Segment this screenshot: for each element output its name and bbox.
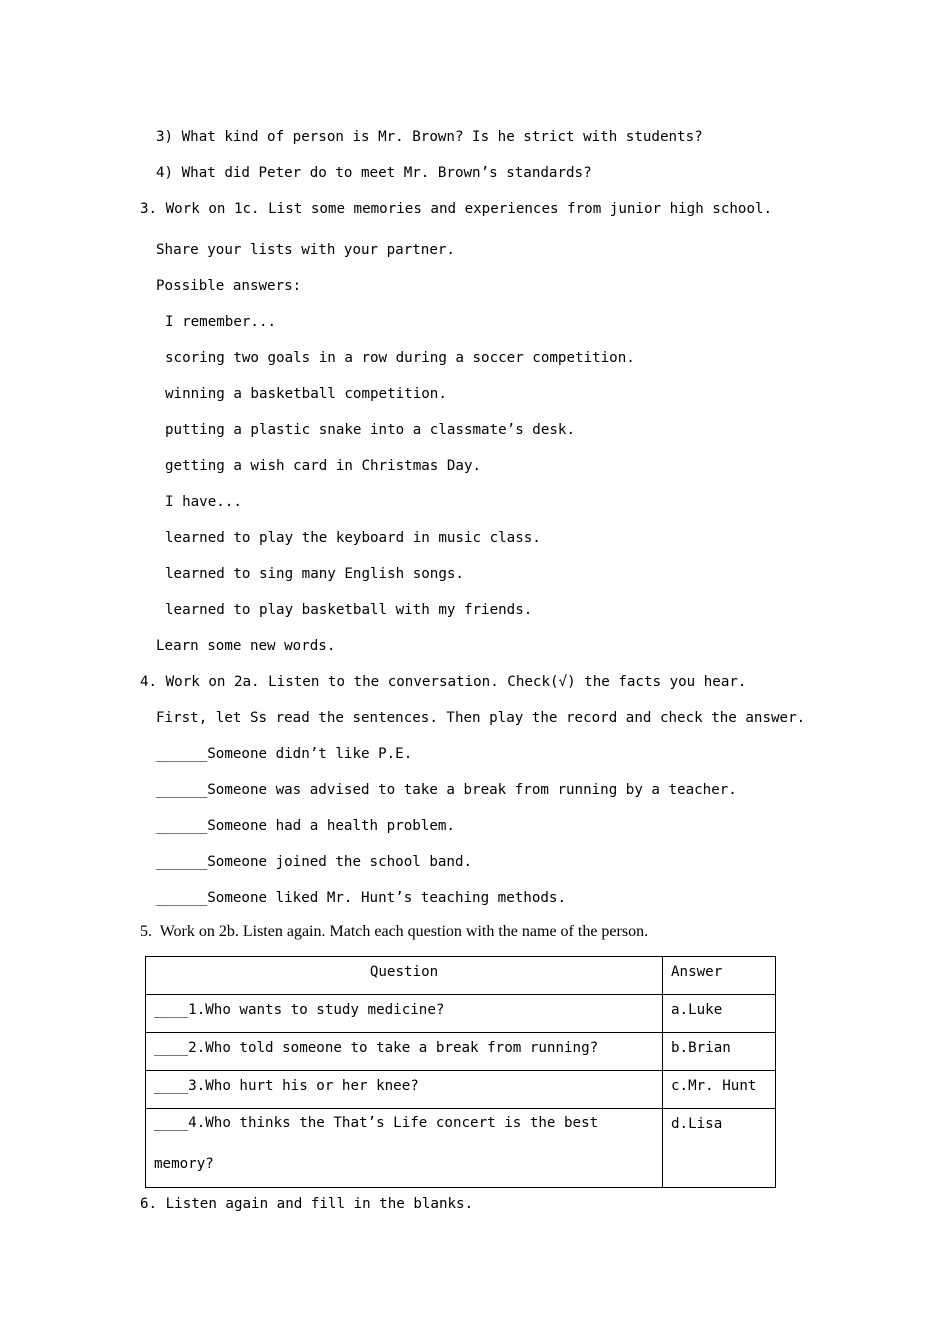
question-header: Question xyxy=(146,957,663,995)
have-item: learned to play basketball with my friends. xyxy=(165,602,533,618)
fact-item: ______Someone was advised to take a break from running by a teacher. xyxy=(156,782,737,798)
answer-cell: a.Luke xyxy=(663,995,776,1033)
answer-header: Answer xyxy=(663,957,776,995)
table-header-row xyxy=(146,957,776,995)
remember-item: getting a wish card in Christmas Day. xyxy=(165,458,482,474)
fact-item: ______Someone liked Mr. Hunt’s teaching methods. xyxy=(156,890,566,906)
fact-item: ______Someone joined the school band. xyxy=(156,854,473,870)
remember-item: putting a plastic snake into a classmate’s desk. xyxy=(165,422,575,438)
question-cell: ____2.Who told someone to take a break from running? xyxy=(146,1033,663,1071)
answer-cell: b.Brian xyxy=(663,1033,776,1071)
question-3: 3) What kind of person is Mr. Brown? Is he strict with students? xyxy=(156,129,703,145)
question-cell: ____1.Who wants to study medicine? xyxy=(146,995,663,1033)
share-instruction: Share your lists with your partner. xyxy=(156,242,455,258)
have-intro: I have... xyxy=(165,494,242,510)
possible-answers-label: Possible answers: xyxy=(156,278,302,294)
remember-item: scoring two goals in a row during a soccer competition. xyxy=(165,350,635,366)
section-5-title: 5. Work on 2b. Listen again. Match each question with the name of the person. xyxy=(140,923,649,940)
table-row xyxy=(146,1033,776,1071)
have-item: learned to play the keyboard in music class. xyxy=(165,530,541,546)
answer-cell: c.Mr. Hunt xyxy=(663,1071,776,1109)
answer-cell: d.Lisa xyxy=(663,1109,776,1188)
section-3-title: 3. Work on 1c. List some memories and experiences from junior high school. xyxy=(140,201,773,217)
question-4: 4) What did Peter do to meet Mr. Brown’s standards? xyxy=(156,165,592,181)
fact-item: ______Someone had a health problem. xyxy=(156,818,455,834)
matching-table xyxy=(145,956,776,1188)
remember-intro: I remember... xyxy=(165,314,277,330)
table-row xyxy=(146,1109,776,1188)
section-6-title: 6. Listen again and fill in the blanks. xyxy=(140,1196,474,1212)
question-cell: ____3.Who hurt his or her knee? xyxy=(146,1071,663,1109)
have-item: learned to sing many English songs. xyxy=(165,566,464,582)
fact-item: ______Someone didn’t like P.E. xyxy=(156,746,413,762)
section-4-title: 4. Work on 2a. Listen to the conversation. Check(√) the facts you hear. xyxy=(140,674,747,690)
question-cell xyxy=(146,1109,663,1188)
section-4-instruction: First, let Ss read the sentences. Then play the record and check the answer. xyxy=(156,710,806,726)
table-row xyxy=(146,995,776,1033)
question-cell-text: ____4.Who thinks the That’s Life concert is the best memory? xyxy=(154,1115,599,1172)
learn-words: Learn some new words. xyxy=(156,638,336,654)
remember-item: winning a basketball competition. xyxy=(165,386,447,402)
